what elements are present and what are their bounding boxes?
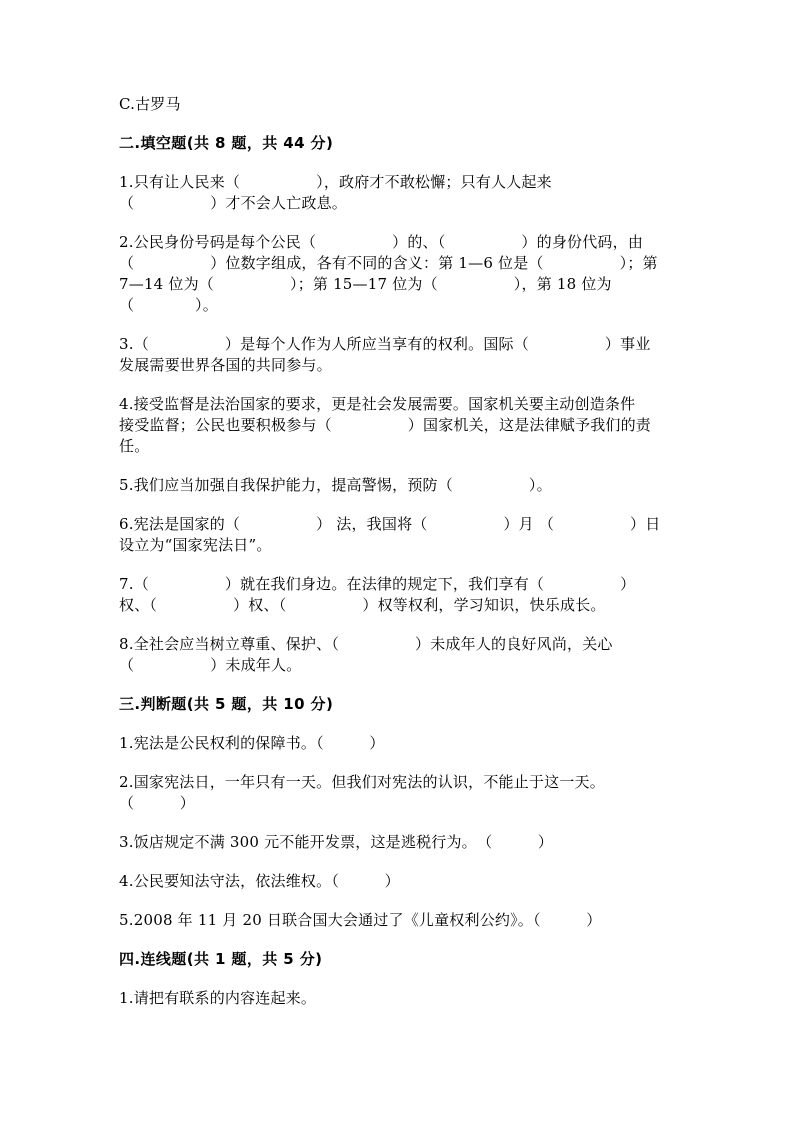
fill-in-question: [119, 634, 679, 676]
question-line: 3.饭店规定不满 300 元不能开发票，这是逃税行为。 （ ）: [119, 833, 554, 851]
question-line: 4.接受监督是法治国家的要求，更是社会发展需要。国家机关要主动创造条件: [119, 395, 636, 413]
question-line: 4.公民要知法守法，依法维权。（ ）: [119, 872, 400, 890]
true-false-question: [119, 733, 679, 754]
section-2-heading: 二.填空题(共 8 题，共 44 分): [119, 134, 334, 152]
question-line: （ ）未成年人。: [119, 656, 302, 674]
question-line: （ ）。: [119, 296, 218, 314]
option-c: C.古罗马: [119, 95, 181, 113]
question-line: 5.2008 年 11 月 20 日联合国大会通过了《儿童权利公约》。（ ）: [119, 911, 602, 929]
fill-in-question: [119, 394, 679, 457]
question-line: 8.全社会应当树立尊重、保护、（ ）未成年人的良好风尚，关心: [119, 635, 613, 653]
fill-in-question: [119, 574, 679, 616]
section-3-heading: 三.判断题(共 5 题，共 10 分): [119, 695, 334, 713]
question-line: 接受监督；公民也要积极参与（ ）国家机关，这是法律赋予我们的责: [119, 416, 652, 434]
true-false-question: [119, 832, 679, 853]
fill-in-question: [119, 514, 679, 556]
question-line: 设立为“国家宪法日”。: [119, 536, 272, 554]
page-content: [119, 94, 679, 1009]
question-line: 任。: [119, 437, 150, 455]
true-false-question: [119, 772, 679, 814]
question-line: 发展需要世界各国的共同参与。: [119, 356, 332, 374]
question-line: 1.只有让人民来（ ），政府才不敢松懈；只有人人起来: [119, 173, 552, 191]
fill-in-question: [119, 172, 679, 214]
question-line: 3.（ ）是每个人作为人所应当享有的权利。国际（ ）事业: [119, 335, 651, 353]
fill-in-question: [119, 475, 679, 496]
question-line: （ ）: [119, 794, 196, 812]
true-false-question: [119, 910, 679, 931]
question-line: （ ）才不会人亡政息。: [119, 194, 348, 212]
section-4-heading: 四.连线题(共 1 题，共 5 分): [119, 950, 323, 968]
question-line: 7.（ ）就在我们身边。在法律的规定下，我们享有（ ）: [119, 575, 636, 593]
fill-in-question: [119, 232, 679, 316]
question-line: 1.宪法是公民权利的保障书。（ ）: [119, 734, 385, 752]
question-line: 权、（ ）权、（ ）权等权利，学习知识，快乐成长。: [119, 596, 606, 614]
question-line: 2.国家宪法日，一年只有一天。但我们对宪法的认识，不能止于这一天。: [119, 773, 605, 791]
question-line: 7—14 位为（ ）；第 15—17 位为（ ），第 18 位为: [119, 275, 612, 293]
question-line: 5.我们应当加强自我保护能力，提高警惕，预防（ ）。: [119, 476, 552, 494]
question-line: 2.公民身份号码是每个公民（ ）的、（ ）的身份代码，由: [119, 233, 644, 251]
question-line: （ ）位数字组成，各有不同的含义：第 1—6 位是（ ）；第: [119, 254, 658, 272]
true-false-question: [119, 871, 679, 892]
matching-question: [119, 988, 679, 1009]
question-line: 6.宪法是国家的（ ） 法，我国将（ ）月 （ ）日: [119, 515, 661, 533]
fill-in-question: [119, 334, 679, 376]
question-line: 1.请把有联系的内容连起来。: [119, 989, 317, 1007]
